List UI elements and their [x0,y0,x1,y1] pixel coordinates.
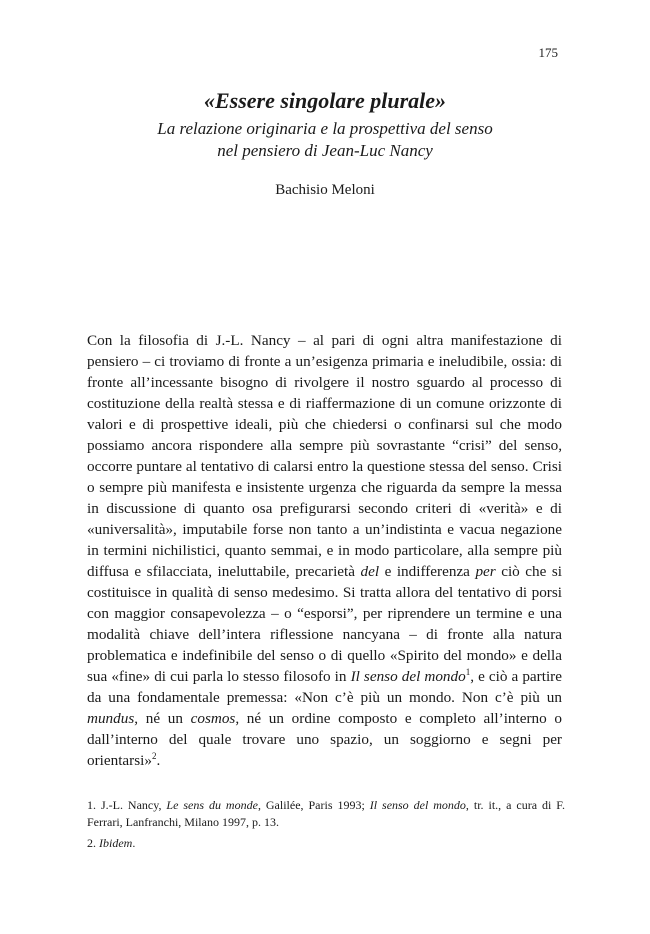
body-paragraph [87,330,562,771]
footnote-text: . [132,836,136,850]
footnote-book-title: Le sens du monde [166,798,258,812]
footnote-ref-1[interactable]: 1 [465,666,471,677]
author-name: Bachisio Meloni [275,182,375,198]
footnote-text: 1. J.-L. Nancy, [87,798,167,812]
italic-term: del [360,563,380,580]
footnote-2 [87,835,565,852]
footnote-text: , Galilée, Paris 1993; [257,798,370,812]
footnote-text: , tr. it., a cura di F. Ferrari, Lanfranchi, Milano 1997, p. 13. [87,798,565,829]
body-text-segment: e indifferenza [379,563,476,580]
italic-term: cosmos [190,710,236,727]
footnote-text: 2. [87,836,99,850]
body-text-segment: , né un ordine composto e completo all’interno o dall’interno del quale trovare uno spazio, un soggiorno e segni per orientarsi» [87,710,562,769]
article-subtitle [0,118,650,162]
subtitle-line-1: La relazione originaria e la prospettiva del senso [157,119,493,138]
page-number: 175 [538,45,558,60]
italic-term: mundus [87,710,135,727]
body-text-segment: , né un [134,710,191,727]
subtitle-line-2: nel pensiero di Jean-Luc Nancy [217,141,433,160]
footnote-ibidem: Ibidem [99,836,133,850]
footnote-book-title: Il senso del mondo [369,798,466,812]
book-title: Il senso del mondo [350,668,466,685]
italic-term: per [475,563,496,580]
footnote-ref-2[interactable]: 2 [151,750,157,761]
body-text-segment: Con la filosofia di J.-L. Nancy – al pari di ogni altra manifestazione di pensiero – ci troviamo di fronte a un’esigenza primaria e ineludibile, ossia: di fronte all’incessante bisogno di rivolgere il nostro sguardo al processo di costituzione della realtà stessa e di riaffermazione di un comune orizzonte di valori e di prospettive ideali, più che chiedersi o confinarsi sul che modo possiamo ancora rispondere alla sempre più sovrastante “crisi” del senso, occorre puntare al tentativo di calarsi entro la questione stessa del senso. Crisi o sempre più manifesta e insistente urgenza che riguarda da sempre la messa in discussione di quanto osa prefigurarsi secondo criteri di «verità» e di «universalità», imputabile forse non tanto a un’indistinta e vacua negazione in termini nichilistici, quanto semmai, e in modo particolare, alla sempre più diffusa e sfilacciata, ineluttabile, precarietà [87,332,562,580]
body-text-segment: ciò che si costituisce in qualità di senso medesimo. Si tratta allora del tentativo di porsi con maggior consapevolezza – o “esporsi”, per riprendere un termine e una modalità chiave dell’intera riflessione nancyana – di fronte alla natura problematica e indefinibile del senso o di quello «Spirito del mondo» e della sua «fine» di cui parla lo stesso filosofo in [87,563,562,685]
article-title: «Essere singolare plurale» [203,88,447,113]
footnote-1 [87,797,565,831]
title-block [0,88,650,199]
body-text-segment: . [156,752,161,769]
footnotes [87,797,565,856]
body-text-segment: , e ciò a partire da una fondamentale premessa: «Non c’è più un mondo. Non c’è più un [87,668,562,706]
